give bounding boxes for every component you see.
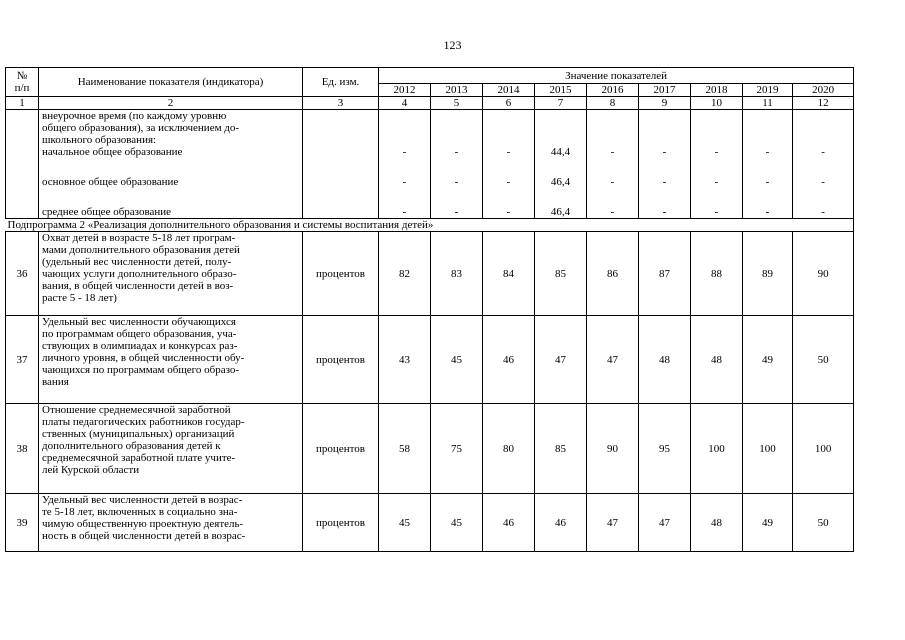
indicator-name-line: ствующих в олимпиадах и конкурсах раз- [42,340,238,352]
header-col-number: 9 [639,97,691,110]
description-line: школьного образования: [42,134,157,146]
header-col-number: 5 [431,97,483,110]
value: - [662,176,667,188]
value-cell: 46 [535,494,587,552]
value-cell: 46 [483,494,535,552]
value-cell: 48 [691,494,743,552]
header-col-number: 3 [303,97,379,110]
sub-indicator-label: основное общее образование [42,176,179,188]
unit-cell: процентов [303,404,379,494]
header-year-2018: 2018 [691,84,743,97]
header-year-2017: 2017 [639,84,691,97]
value-cell: 90 [793,232,854,316]
header-col-number: 6 [483,97,535,110]
indicator-name-line: ственных (муниципальных) организаций [42,428,235,440]
indicator-name-line: Удельный вес численности детей в возрас- [42,494,243,506]
unit-cell: процентов [303,316,379,404]
value-cell: 50 [793,316,854,404]
indicator-name [39,232,303,316]
indicator-name [39,404,303,494]
subprogram-row [6,219,854,232]
value: - [454,146,459,158]
value: - [506,176,511,188]
header-year-2015: 2015 [535,84,587,97]
value-cell: 86 [587,232,639,316]
continuation-description [39,110,303,219]
indicator-name-line: Удельный вес численности обучающихся [42,316,236,328]
indicator-name-line: личного уровня, в общей численности обу- [42,352,245,364]
value-cell [639,110,691,219]
value: - [506,206,511,218]
header-col-number: 4 [379,97,431,110]
value-cell [743,110,793,219]
value: - [662,206,667,218]
header-num [6,68,39,97]
row-number: 38 [6,404,39,494]
value: 44,4 [550,146,571,158]
value-cell: 48 [691,316,743,404]
value: - [454,176,459,188]
value-cell: 100 [743,404,793,494]
value: - [821,206,825,218]
description-line: общего образования), за исключением до- [42,122,240,134]
indicator-name-line: лей Курской области [42,464,140,476]
indicator-name-line: Охват детей в возрасте 5-18 лет програм- [42,232,236,244]
header-num-line2: п/п [14,82,30,94]
value-cell: 100 [793,404,854,494]
value: - [765,146,770,158]
value: - [610,176,615,188]
value-cell: 89 [743,232,793,316]
value-cell: 50 [793,494,854,552]
indicator-name-line: вания [42,376,69,388]
indicator-name-line: те 5-18 лет, включенных в социально зна- [42,506,238,518]
page-number: 123 [443,38,462,52]
value: - [714,146,719,158]
value-cell: 58 [379,404,431,494]
value-cell [793,110,854,219]
indicator-name-line: чимую общественную проектную деятель- [42,518,244,530]
indicator-name-line: расте 5 - 18 лет) [42,292,117,304]
indicator-name-line: по программам общего образования, уча- [42,328,237,340]
row-number: 39 [6,494,39,552]
value-cell: 47 [587,316,639,404]
row-num-empty [6,110,39,219]
indicators-table [5,67,854,552]
value-cell: 95 [639,404,691,494]
value-cell [535,110,587,219]
table-row-continuation [6,110,854,219]
value-cell: 49 [743,316,793,404]
value: - [506,146,511,158]
value-cell: 80 [483,404,535,494]
value: - [714,206,719,218]
indicator-name-line: платы педагогических работников государ- [42,416,245,428]
header-year-2020: 2020 [793,84,854,97]
value-cell: 84 [483,232,535,316]
indicator-name [39,494,303,552]
value-cell: 47 [639,494,691,552]
header-col-number: 10 [691,97,743,110]
header-col-number: 12 [793,97,854,110]
header-year-2019: 2019 [743,84,793,97]
indicator-name-line: чающих услуги дополнительного образо- [42,268,237,280]
value-cell: 49 [743,494,793,552]
value-cell [587,110,639,219]
value-cell: 82 [379,232,431,316]
unit-cell: процентов [303,232,379,316]
table-row [6,404,854,494]
value-cell: 85 [535,232,587,316]
description-line: внеурочное время (по каждому уровню [42,110,227,122]
indicator-name-line: среднемесячной заработной плате учите- [42,452,236,464]
value-cell [431,110,483,219]
indicator-name-line: мами дополнительного образования детей [42,244,240,256]
value-cell: 100 [691,404,743,494]
sub-indicator-label: начальное общее образование [42,146,183,158]
unit-empty [303,110,379,219]
indicator-name-line: вания, в общей численности детей в воз- [42,280,234,292]
value: - [610,206,615,218]
value-cell: 47 [587,494,639,552]
header-num-line1: № [16,70,28,82]
indicator-name-line: ность в общей численности детей в возрас- [42,530,246,542]
value-cell: 83 [431,232,483,316]
table-row [6,494,854,552]
sub-indicator-label: среднее общее образование [42,206,172,218]
value: - [821,176,825,188]
value-cell: 47 [535,316,587,404]
value: - [402,146,407,158]
header-col-number: 7 [535,97,587,110]
indicator-name-line: (удельный вес численности детей, полу- [42,256,232,268]
value: - [610,146,615,158]
value: - [765,206,770,218]
value-cell: 45 [379,494,431,552]
indicator-name-line: чающихся по программам общего образо- [42,364,240,376]
value-cell: 75 [431,404,483,494]
value: - [454,206,459,218]
table-row [6,316,854,404]
row-number: 36 [6,232,39,316]
header-year-2012: 2012 [379,84,431,97]
value: - [714,176,719,188]
indicator-name [39,316,303,404]
header-name: Наименование показателя (индикатора) [39,68,303,97]
value-cell: 85 [535,404,587,494]
indicator-name-line: дополнительного образования детей к [42,440,221,452]
value-cell: 43 [379,316,431,404]
value-cell: 87 [639,232,691,316]
value-cell: 45 [431,316,483,404]
value: - [765,176,770,188]
subprogram-title: Подпрограмма 2 «Реализация дополнительного образования и системы воспитания детей» [6,219,854,232]
header-col-number: 2 [39,97,303,110]
header-col-number: 8 [587,97,639,110]
header-year-2013: 2013 [431,84,483,97]
header-col-number: 11 [743,97,793,110]
value-cell: 48 [639,316,691,404]
value: - [662,146,667,158]
header-year-2016: 2016 [587,84,639,97]
value-cell: 45 [431,494,483,552]
value-cell: 90 [587,404,639,494]
header-year-2014: 2014 [483,84,535,97]
value-cell [691,110,743,219]
value-cell: 46 [483,316,535,404]
row-number: 37 [6,316,39,404]
value: 46,4 [550,176,571,188]
value: 46,4 [550,206,571,218]
indicator-name-line: Отношение среднемесячной заработной [42,404,231,416]
value-cell: 88 [691,232,743,316]
value-cell [483,110,535,219]
header-col-number: 1 [6,97,39,110]
value: - [402,176,407,188]
value: - [402,206,407,218]
value: - [821,146,825,158]
value-cell [379,110,431,219]
header-values: Значение показателей [379,68,854,84]
table-row [6,232,854,316]
header-unit: Ед. изм. [303,68,379,97]
unit-cell: процентов [303,494,379,552]
